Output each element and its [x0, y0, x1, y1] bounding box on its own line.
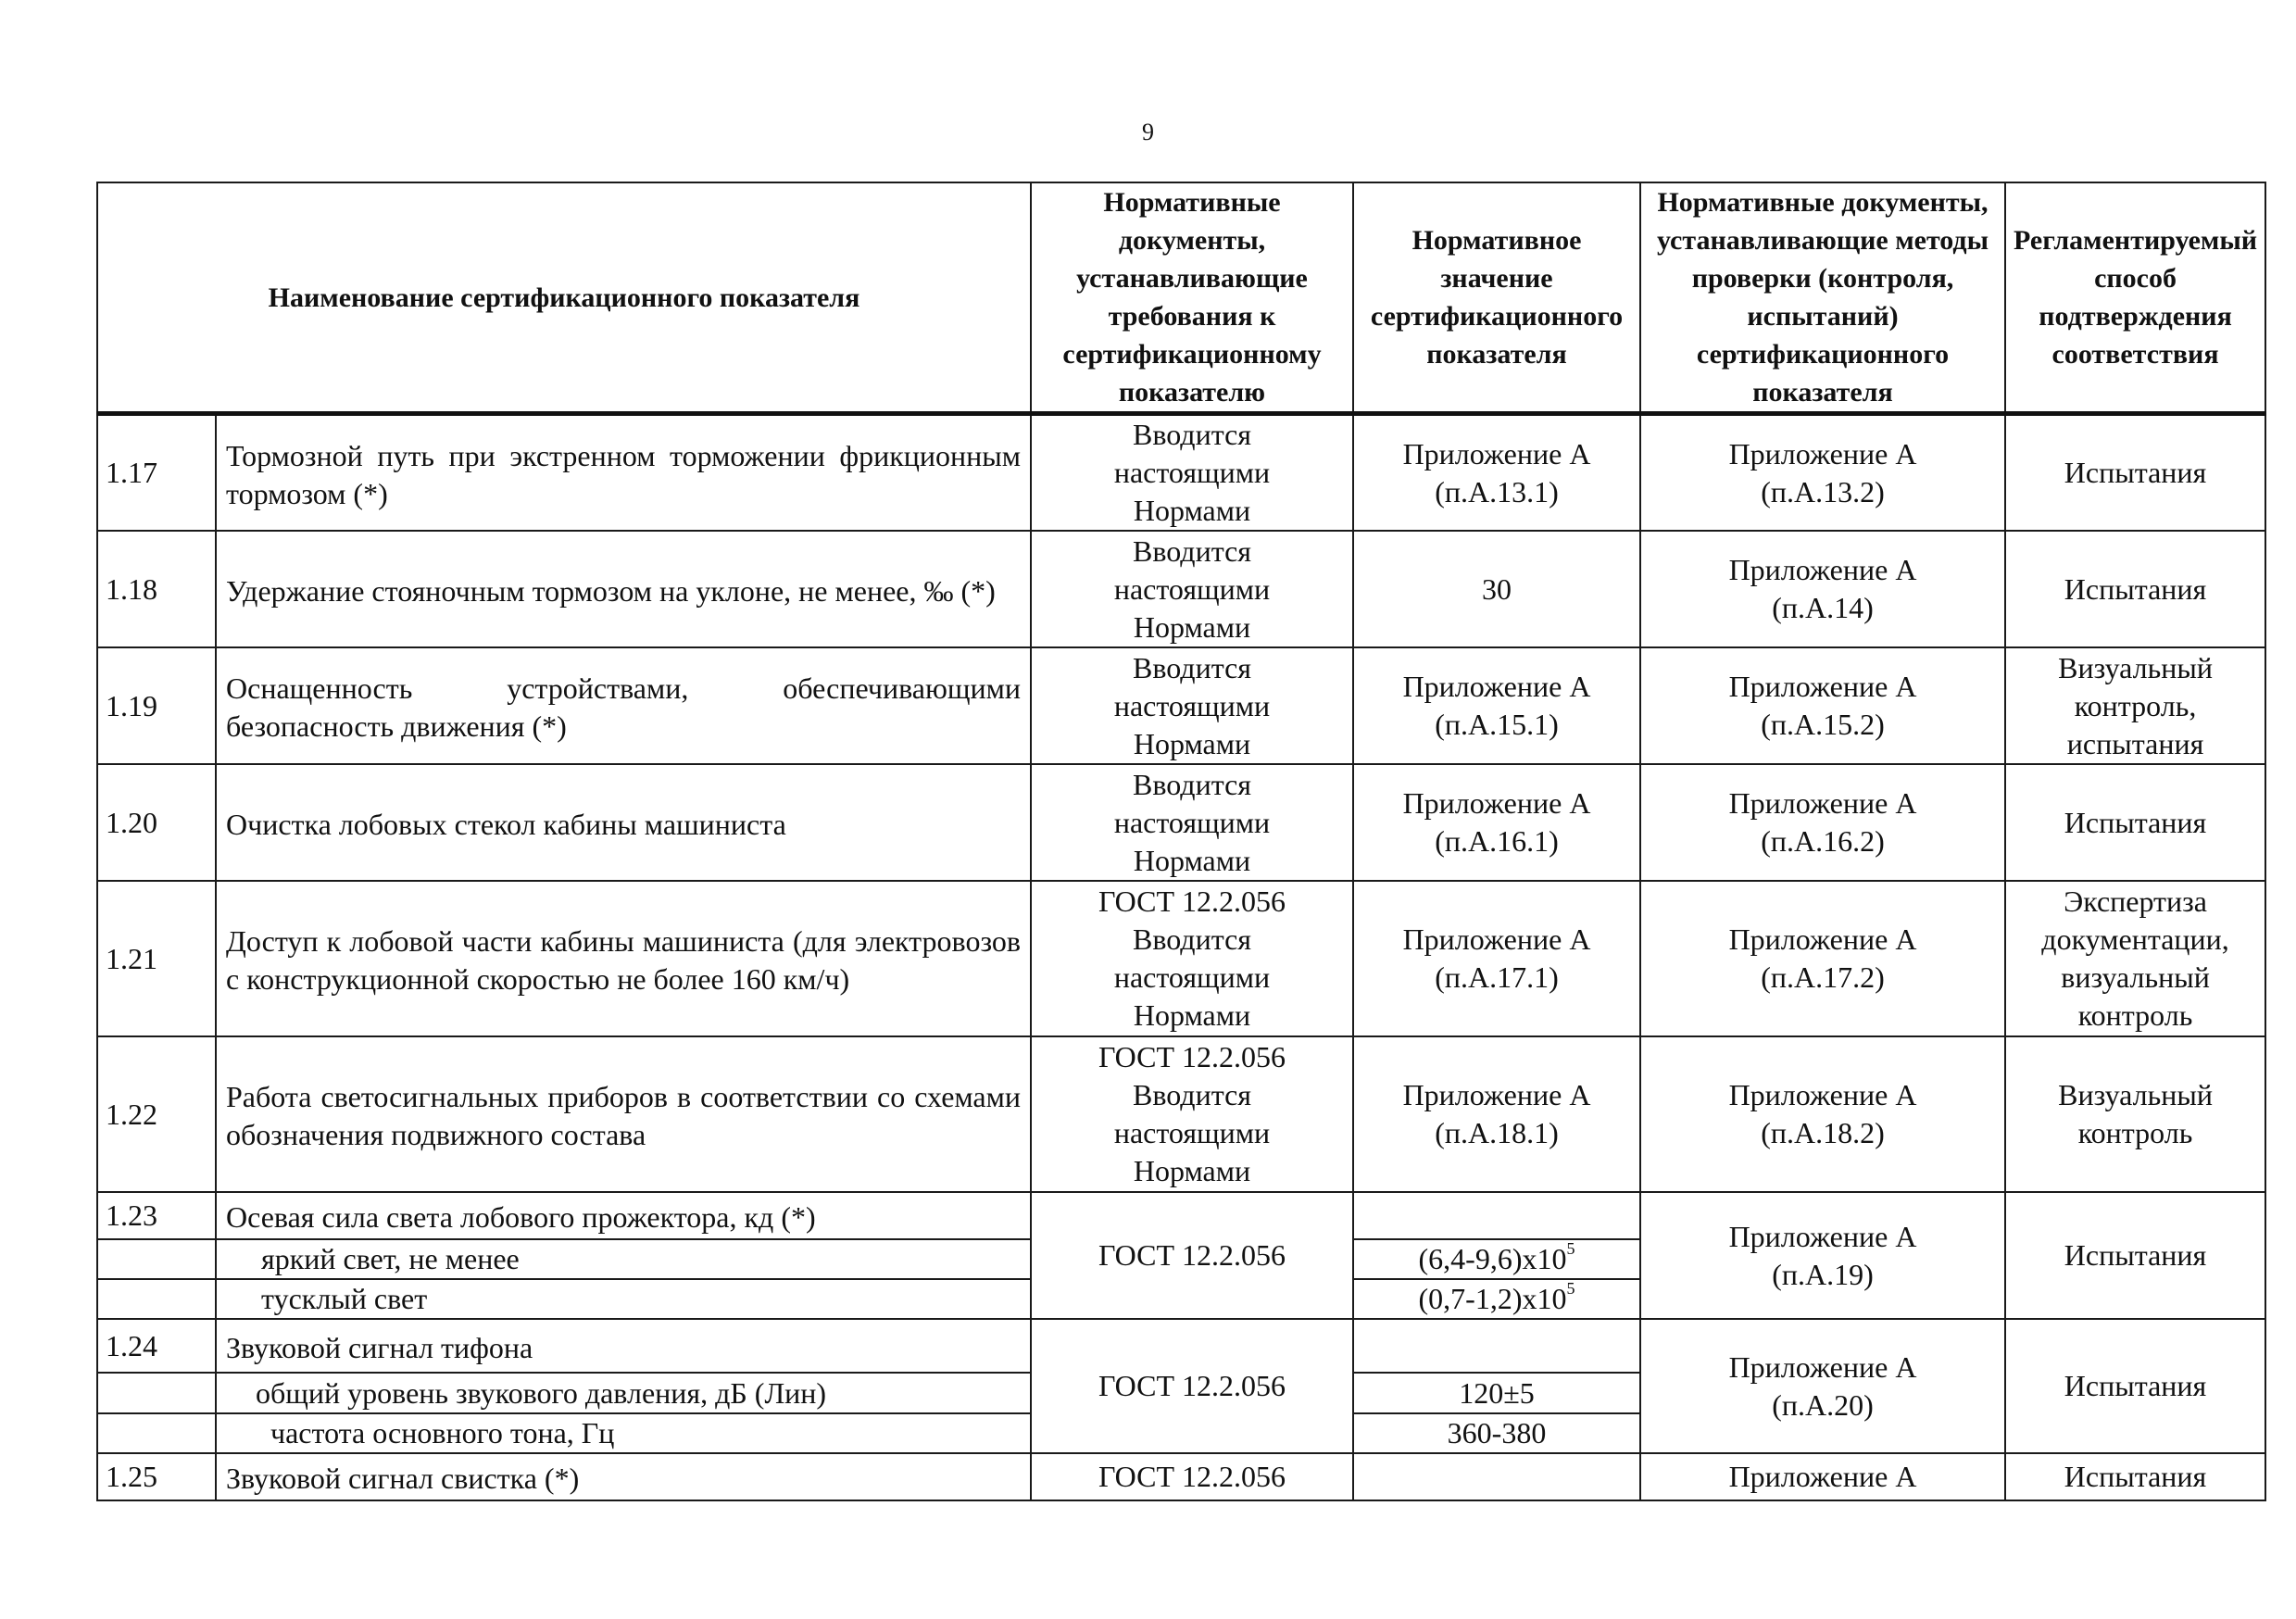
- row-value: Приложение А (п.А.13.1): [1353, 414, 1640, 532]
- header-name: Наименование сертификационного показателя: [97, 182, 1031, 414]
- row-docs: Вводится настоящими Нормами: [1031, 764, 1353, 881]
- row-number: 1.19: [97, 647, 216, 764]
- row-methods: Приложение А (п.А.19): [1640, 1192, 2005, 1319]
- row-subitem: яркий свет, не менее: [216, 1239, 1031, 1279]
- row-subitem: частота основного тона, Гц: [216, 1413, 1031, 1453]
- row-value-empty: [1353, 1192, 1640, 1239]
- row-methods: Приложение А (п.А.15.2): [1640, 647, 2005, 764]
- row-subitem: общий уровень звукового давления, дБ (Лин): [216, 1373, 1031, 1413]
- row-name: Осевая сила света лобового прожектора, кд (*): [216, 1192, 1031, 1239]
- row-docs: ГОСТ 12.2.056: [1031, 1192, 1353, 1319]
- row-docs: ГОСТ 12.2.056 Вводится настоящими Нормами: [1031, 881, 1353, 1036]
- row-number: 1.17: [97, 414, 216, 532]
- row-number: 1.23: [97, 1192, 216, 1239]
- row-confirm: Испытания: [2005, 764, 2265, 881]
- row-number-empty: [97, 1373, 216, 1413]
- row-docs: ГОСТ 12.2.056: [1031, 1319, 1353, 1453]
- row-confirm: Испытания: [2005, 531, 2265, 647]
- certification-table: [96, 182, 2266, 1501]
- header-confirmation-method: Регламентируемый способ подтверждения соответствия: [2005, 182, 2265, 414]
- row-name: Работа светосигнальных приборов в соответствии со схемами обозначения подвижного состава: [216, 1036, 1031, 1192]
- row-methods: Приложение А (п.А.13.2): [1640, 414, 2005, 532]
- row-name: Тормозной путь при экстренном торможении фрикционным тормозом (*): [216, 414, 1031, 532]
- value-exponent: 5: [1566, 1239, 1575, 1258]
- row-value-empty: [1353, 1319, 1640, 1373]
- row-confirm: Испытания: [2005, 1453, 2265, 1500]
- table-row: [97, 531, 2265, 647]
- row-methods: Приложение А: [1640, 1453, 2005, 1500]
- row-name: Доступ к лобовой части кабины машиниста (для электровозов с конструкционной скоростью не более 160 км/ч): [216, 881, 1031, 1036]
- header-method-docs: Нормативные документы, устанавливающие методы проверки (контроля, испытаний) сертификационного показателя: [1640, 182, 2005, 414]
- row-confirm: Испытания: [2005, 1192, 2265, 1319]
- row-number: 1.20: [97, 764, 216, 881]
- table-row: [97, 881, 2265, 1036]
- row-value: 120±5: [1353, 1373, 1640, 1413]
- row-number: 1.22: [97, 1036, 216, 1192]
- row-name: Оснащенность устройствами, обеспечивающими безопасность движения (*): [216, 647, 1031, 764]
- row-value: [1353, 1453, 1640, 1500]
- value-exponent: 5: [1566, 1279, 1575, 1298]
- row-methods: Приложение А (п.А.16.2): [1640, 764, 2005, 881]
- table-row: [97, 647, 2265, 764]
- row-number-empty: [97, 1279, 216, 1319]
- table-row: [97, 1453, 2265, 1500]
- row-methods: Приложение А (п.А.20): [1640, 1319, 2005, 1453]
- table-row: [97, 1036, 2265, 1192]
- row-methods: Приложение А (п.А.14): [1640, 531, 2005, 647]
- row-value: 360-380: [1353, 1413, 1640, 1453]
- page-number: 9: [1142, 119, 1154, 145]
- row-docs: ГОСТ 12.2.056 Вводится настоящими Нормами: [1031, 1036, 1353, 1192]
- header-normative-value: Нормативное значение сертификационного показателя: [1353, 182, 1640, 414]
- row-methods: Приложение А (п.А.18.2): [1640, 1036, 2005, 1192]
- table-row: [97, 1319, 2265, 1373]
- table-header-row: [97, 182, 2265, 414]
- row-name: Звуковой сигнал тифона: [216, 1319, 1031, 1373]
- row-number: 1.21: [97, 881, 216, 1036]
- row-value: [1353, 1279, 1640, 1319]
- row-value: [1353, 1239, 1640, 1279]
- row-name: Удержание стояночным тормозом на уклоне, не менее, ‰ (*): [216, 531, 1031, 647]
- row-docs: Вводится настоящими Нормами: [1031, 531, 1353, 647]
- table-row: [97, 1192, 2265, 1239]
- row-methods: Приложение А (п.А.17.2): [1640, 881, 2005, 1036]
- row-number-empty: [97, 1239, 216, 1279]
- row-name: Звуковой сигнал свистка (*): [216, 1453, 1031, 1500]
- row-docs: ГОСТ 12.2.056: [1031, 1453, 1353, 1500]
- row-confirm: Визуальный контроль, испытания: [2005, 647, 2265, 764]
- table-row: [97, 414, 2265, 532]
- value-text: (6,4-9,6)x10: [1418, 1242, 1567, 1275]
- row-confirm: Экспертиза документации, визуальный контроль: [2005, 881, 2265, 1036]
- row-docs: Вводится настоящими Нормами: [1031, 647, 1353, 764]
- value-text: (0,7-1,2)x10: [1418, 1282, 1567, 1315]
- row-number-empty: [97, 1413, 216, 1453]
- row-subitem: тусклый свет: [216, 1279, 1031, 1319]
- row-number: 1.24: [97, 1319, 216, 1373]
- row-docs: Вводится настоящими Нормами: [1031, 414, 1353, 532]
- table-row: [97, 764, 2265, 881]
- row-name: Очистка лобовых стекол кабины машиниста: [216, 764, 1031, 881]
- row-value: Приложение А (п.А.16.1): [1353, 764, 1640, 881]
- row-number: 1.25: [97, 1453, 216, 1500]
- row-value: Приложение А (п.А.17.1): [1353, 881, 1640, 1036]
- row-confirm: Испытания: [2005, 414, 2265, 532]
- row-value: Приложение А (п.А.18.1): [1353, 1036, 1640, 1192]
- row-confirm: Испытания: [2005, 1319, 2265, 1453]
- row-number: 1.18: [97, 531, 216, 647]
- row-value: Приложение А (п.А.15.1): [1353, 647, 1640, 764]
- header-requirements-docs: Нормативные документы, устанавливающие требования к сертификационному показателю: [1031, 182, 1353, 414]
- row-value: 30: [1353, 531, 1640, 647]
- row-confirm: Визуальный контроль: [2005, 1036, 2265, 1192]
